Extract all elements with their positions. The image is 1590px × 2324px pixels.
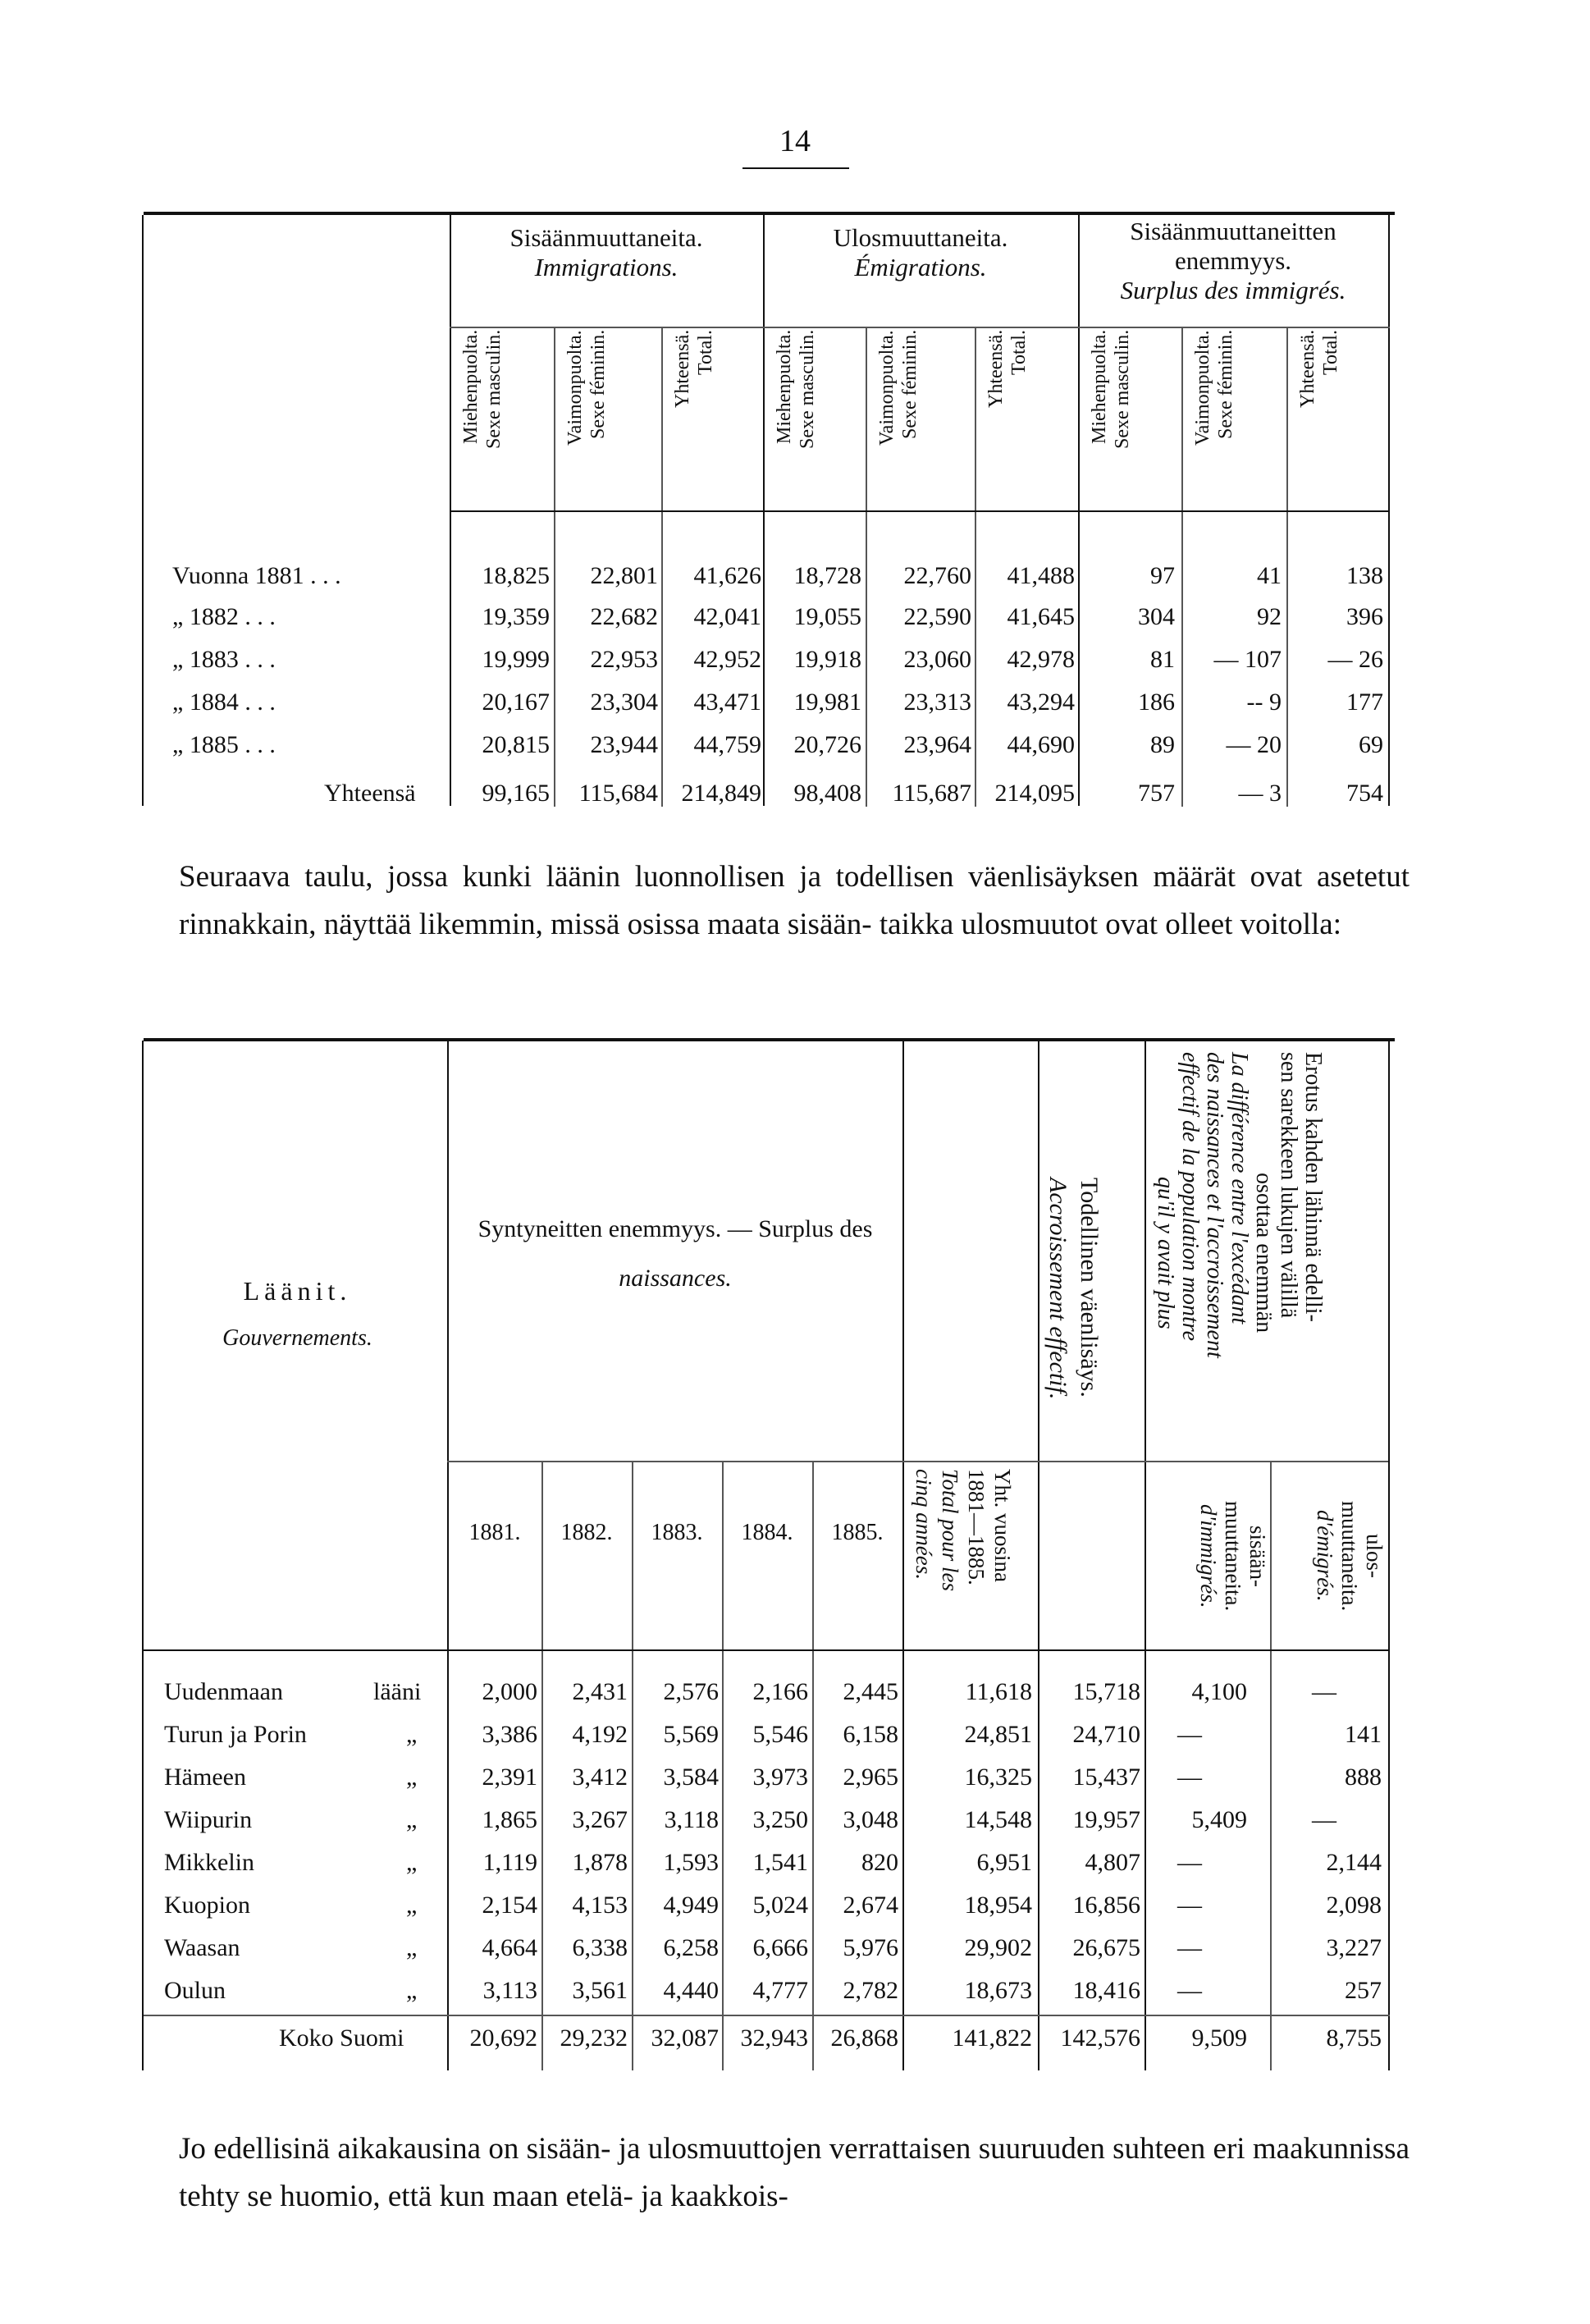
table-cell: 97: [1150, 562, 1175, 589]
province-name: Hämeen: [164, 1764, 246, 1791]
year-header: 1885.: [831, 1520, 884, 1545]
effective-increase-header: [1042, 1054, 1104, 1768]
table-cell: 11,618: [965, 1678, 1032, 1705]
table-cell: 2,782: [843, 1977, 898, 2004]
table-cell: 6,951: [976, 1849, 1032, 1876]
diff-col-line: des naissances et l'accroissement: [1202, 1052, 1227, 1358]
table-cell: 2,431: [572, 1678, 628, 1705]
total-cell: 32,087: [651, 2024, 719, 2052]
births-title-2: naissances.: [619, 1265, 732, 1292]
table-cell: 19,918: [793, 646, 861, 673]
year-header: 1882.: [560, 1520, 613, 1545]
row-label: Vuonna 1881 . . .: [172, 562, 341, 589]
group-subtitle: Émigrations.: [854, 253, 987, 281]
page-number: 14: [779, 124, 811, 158]
subheader-female: [875, 330, 965, 506]
table-cell: 44,690: [1007, 731, 1075, 758]
table-cell: 6,338: [572, 1934, 628, 1961]
table-cell: 3,267: [572, 1806, 628, 1833]
total-cell: 757: [1138, 780, 1175, 807]
group-header-immigrations: [450, 223, 763, 282]
table-cell: 42,952: [693, 646, 761, 673]
table-cell: 69: [1359, 731, 1383, 758]
provinces-label-fr: Gouvernements.: [222, 1325, 372, 1351]
subheader-fi: Vaimonpuolta.: [564, 330, 586, 446]
table-cell: 23,964: [903, 731, 971, 758]
province-suffix: „: [406, 1764, 418, 1791]
province-name: Mikkelin: [164, 1849, 254, 1876]
table-cell: 396: [1346, 603, 1383, 630]
province-name: Wiipurin: [164, 1806, 253, 1833]
table-cell: 3,113: [482, 1977, 537, 2004]
table-cell: 4,153: [572, 1892, 628, 1919]
table-cell: 42,978: [1007, 646, 1075, 673]
total-label: Yhteensä: [324, 780, 416, 807]
subheader-fr: Sexe masculin.: [797, 330, 818, 450]
table-cell: 22,682: [590, 603, 658, 630]
table-cell: 2,000: [482, 1678, 537, 1705]
province-suffix: „: [406, 1806, 418, 1833]
table-cell: 15,437: [1072, 1764, 1140, 1791]
subheader-fr: Sexe féminin.: [899, 330, 921, 440]
table-cell: 2,674: [843, 1892, 898, 1919]
table-cell: 23,304: [590, 689, 658, 716]
province-name: Oulun: [164, 1977, 226, 2004]
table-cell: 138: [1346, 562, 1383, 589]
total-cell: — 3: [1238, 780, 1282, 807]
total-label: Koko Suomi: [279, 2024, 404, 2052]
paragraph-closing: Jo edellisinä aikakausina on sisään- ja ulosmuuttojen verrattaisen suuruuden suhteen eri maakunnissa tehty se huomio, että kun maan etelä- ja kaakkois-: [179, 2132, 1410, 2213]
table-cell: 43,294: [1007, 689, 1075, 716]
subheader-fi: Yhteensä.: [672, 330, 693, 409]
table-cell: —: [1177, 1977, 1202, 2004]
table2-left-rule: [142, 1041, 144, 2070]
province-suffix: „: [406, 1977, 418, 2004]
table-cell: 89: [1150, 731, 1175, 758]
sum-column-header: [911, 1469, 1016, 1643]
table-cell: 4,807: [1085, 1849, 1140, 1876]
subheader-female: [1191, 330, 1277, 506]
table2-subheader-rule: [447, 1461, 1388, 1462]
row-label: „ 1883 . . .: [172, 646, 276, 673]
total-cell: 32,943: [740, 2024, 808, 2052]
province-suffix: „: [406, 1721, 418, 1748]
effect-col-line: Todellinen väenlisäys.: [1076, 1178, 1103, 1398]
subheader-total: [1296, 330, 1378, 506]
subheader-male: [1088, 330, 1172, 506]
table-cell: 4,440: [663, 1977, 719, 2004]
table-cell: 22,953: [590, 646, 658, 673]
subheader-total: [671, 330, 753, 506]
subheader-fr: Total.: [1320, 330, 1341, 375]
table-cell: 22,801: [590, 562, 658, 589]
table-cell: 2,576: [663, 1678, 719, 1705]
table-cell: 4,777: [752, 1977, 808, 2004]
table-cell: 3,973: [752, 1764, 808, 1791]
total-cell: 98,408: [793, 780, 861, 807]
table-cell: 3,412: [572, 1764, 628, 1791]
group-title: Sisäänmuuttaneita.: [509, 223, 703, 252]
table-cell: 18,825: [482, 562, 550, 589]
province-suffix: „: [406, 1934, 418, 1961]
row-label: „ 1884 . . .: [172, 689, 276, 716]
group-subtitle: Immigrations.: [534, 253, 678, 281]
table-cell: 42,041: [693, 603, 761, 630]
table-cell: 19,999: [482, 646, 550, 673]
table-cell: —: [1177, 1764, 1202, 1791]
diff-col-line: sen sarekkeen lukujen välillä: [1276, 1052, 1301, 1319]
year-header: 1883.: [651, 1520, 703, 1545]
table-cell: —: [1177, 1892, 1202, 1919]
subheader-fi: Yhteensä.: [985, 330, 1007, 409]
province-name: Waasan: [164, 1934, 240, 1961]
table-cell: 41: [1257, 562, 1282, 589]
page-number-rule: [742, 167, 849, 169]
subheader-fr: Total.: [1008, 330, 1030, 375]
diff-col-line: qu'il y avait plus: [1153, 1177, 1178, 1329]
subheader-fr: Sexe féminin.: [587, 330, 609, 440]
table1-subheader-rule: [450, 327, 1390, 328]
table-cell: 6,258: [663, 1934, 719, 1961]
table-cell: 20,815: [482, 731, 550, 758]
table-cell: 18,416: [1072, 1977, 1140, 2004]
effect-col-line: Accroissement effectif.: [1044, 1178, 1071, 1400]
table-cell: 2,144: [1326, 1849, 1382, 1876]
table-cell: 24,851: [964, 1721, 1032, 1748]
table-cell: 2,098: [1326, 1892, 1382, 1919]
diff-col-line: Erotus kahden lähinnä edelli-: [1300, 1052, 1326, 1322]
total-cell: 115,684: [578, 780, 658, 807]
table1-left-rule: [142, 215, 144, 806]
table-cell: 2,445: [843, 1678, 898, 1705]
table-cell: -- 9: [1246, 689, 1282, 716]
table2-header-rule: [144, 1649, 1390, 1651]
table-cell: 16,856: [1072, 1892, 1140, 1919]
table-cell: 5,409: [1191, 1806, 1247, 1833]
table-cell: — 107: [1213, 646, 1282, 673]
table-cell: —: [1177, 1721, 1202, 1748]
row-label: „ 1882 . . .: [172, 603, 276, 630]
paragraph-intro: Seuraava taulu, jossa kunki läänin luonnollisen ja todellisen väenlisäyksen määrät ovat asetetut rinnakkain, näyttää likemmin, missä osissa maata sisään- taikka ulosmuutot ovat olleet voitolla:: [179, 860, 1410, 941]
total-cell: 26,868: [830, 2024, 898, 2052]
province-suffix: lääni: [373, 1678, 422, 1705]
table-cell: 3,561: [572, 1977, 628, 2004]
total-cell: 115,687: [892, 780, 971, 807]
table-cell: 5,976: [843, 1934, 898, 1961]
subheader-female: [564, 330, 651, 506]
table-cell: 92: [1257, 603, 1282, 630]
subheader-male: [773, 330, 856, 506]
diff-col-line: effectif de la population montre: [1177, 1052, 1203, 1342]
table-cell: 5,569: [663, 1721, 719, 1748]
diff-sub-line: muuttaneita.: [1337, 1500, 1362, 1612]
table-cell: 24,710: [1072, 1721, 1140, 1748]
table-cell: 19,981: [793, 689, 861, 716]
table-cell: 19,055: [793, 603, 861, 630]
table-cell: 41,626: [693, 562, 761, 589]
province-name: Turun ja Porin: [164, 1721, 307, 1748]
sum-col-line: Total pour les: [938, 1469, 962, 1592]
table-cell: 2,166: [752, 1678, 808, 1705]
group-header-emigrations: [763, 223, 1078, 282]
table-cell: 18,673: [964, 1977, 1032, 2004]
table-cell: 186: [1138, 689, 1175, 716]
table-cell: 3,386: [482, 1721, 537, 1748]
diff-col-line: La différence entre l'excédant: [1227, 1052, 1252, 1324]
subheader-fr: Sexe féminin.: [1215, 330, 1236, 440]
table-cell: 3,048: [843, 1806, 898, 1833]
total-cell: 99,165: [482, 780, 550, 807]
table-cell: 43,471: [693, 689, 761, 716]
table1-top-rule: [144, 212, 1395, 215]
table-cell: 41,488: [1007, 562, 1075, 589]
subheader-fi: Vaimonpuolta.: [1192, 330, 1213, 446]
table-cell: 3,584: [663, 1764, 719, 1791]
table-cell: 2,391: [482, 1764, 537, 1791]
subheader-fr: Sexe masculin.: [1112, 330, 1133, 450]
provinces-label-fi: Läänit.: [243, 1276, 352, 1306]
table-cell: 4,192: [572, 1721, 628, 1748]
total-rule: [144, 2015, 1390, 2016]
group-header-surplus: [1078, 217, 1388, 305]
group-title: Ulosmuuttaneita.: [833, 223, 1008, 252]
table-cell: 1,541: [752, 1849, 808, 1876]
diff-sub-line: d'immigrés.: [1196, 1503, 1221, 1608]
table-cell: 304: [1138, 603, 1175, 630]
table1-header-rule: [450, 510, 1390, 512]
year-header: 1884.: [741, 1520, 793, 1545]
table-cell: 177: [1346, 689, 1383, 716]
table-cell: 1,119: [482, 1849, 537, 1876]
table-cell: 18,954: [964, 1892, 1032, 1919]
subheader-fr: Total.: [695, 330, 716, 375]
diff-sub-line: d'émigrés.: [1313, 1510, 1337, 1602]
table-cell: 1,593: [663, 1849, 719, 1876]
total-cell: 29,232: [560, 2024, 628, 2052]
table-cell: 20,167: [482, 689, 550, 716]
table-cell: 18,728: [793, 562, 861, 589]
total-cell: 141,822: [952, 2024, 1032, 2052]
table2-col-rule: [902, 1041, 904, 2070]
table-cell: 81: [1150, 646, 1175, 673]
sum-col-line: Yht. vuosina: [990, 1469, 1015, 1582]
table-cell: 2,154: [482, 1892, 537, 1919]
table-cell: —: [1312, 1678, 1336, 1705]
total-cell: 754: [1346, 780, 1383, 807]
emigrants-subheader: [1272, 1469, 1387, 1643]
sum-col-line: cinq années.: [912, 1469, 936, 1580]
table-cell: 44,759: [693, 731, 761, 758]
total-cell: 8,755: [1326, 2024, 1382, 2052]
sum-col-line: 1881—1885.: [964, 1469, 989, 1585]
year-header: 1881.: [468, 1520, 521, 1545]
table-cell: 15,718: [1072, 1678, 1140, 1705]
total-cell: 214,095: [994, 780, 1075, 807]
table-cell: 888: [1345, 1764, 1382, 1791]
row-label: „ 1885 . . .: [172, 731, 276, 758]
table-cell: 16,325: [964, 1764, 1032, 1791]
subheader-male: [459, 330, 544, 506]
table-cell: 3,250: [752, 1806, 808, 1833]
table-cell: 20,726: [793, 731, 861, 758]
table-cell: 23,313: [903, 689, 971, 716]
subheader-fi: Miehenpuolta.: [1089, 330, 1110, 445]
subheader-fi: Miehenpuolta.: [460, 330, 482, 445]
table-cell: — 26: [1327, 646, 1383, 673]
diff-col-line: osottaa enemmän: [1251, 1173, 1277, 1334]
table-cell: 14,548: [964, 1806, 1032, 1833]
total-cell: 142,576: [1060, 2024, 1140, 2052]
table-cell: 41,645: [1007, 603, 1075, 630]
diff-sub-line: sisään-: [1245, 1525, 1270, 1587]
table-cell: 29,902: [964, 1934, 1032, 1961]
immigrants-subheader: [1145, 1469, 1270, 1643]
table-cell: 4,100: [1191, 1678, 1247, 1705]
total-cell: 214,849: [681, 780, 761, 807]
table-cell: 2,965: [843, 1764, 898, 1791]
births-title: Syntyneitten enemmyys. — Surplus des: [477, 1215, 873, 1242]
table-cell: —: [1312, 1806, 1336, 1833]
table-cell: 26,675: [1072, 1934, 1140, 1961]
table-cell: 19,957: [1072, 1806, 1140, 1833]
table-cell: 22,590: [903, 603, 971, 630]
table-cell: 3,227: [1326, 1934, 1382, 1961]
province-name: Uudenmaan: [164, 1678, 283, 1705]
table-cell: 6,666: [752, 1934, 808, 1961]
table-cell: 22,760: [903, 562, 971, 589]
table2-right-rule: [1388, 1041, 1390, 2070]
diff-sub-line: muuttaneita.: [1221, 1500, 1245, 1612]
table-cell: 4,949: [663, 1892, 719, 1919]
table-cell: 141: [1345, 1721, 1382, 1748]
table-cell: 23,060: [903, 646, 971, 673]
table-cell: 820: [861, 1849, 898, 1876]
subheader-fi: Miehenpuolta.: [774, 330, 795, 445]
table-cell: —: [1177, 1934, 1202, 1961]
table-cell: — 20: [1226, 731, 1282, 758]
subheader-fi: Yhteensä.: [1297, 330, 1318, 409]
table-cell: 3,118: [664, 1806, 719, 1833]
total-cell: 9,509: [1191, 2024, 1247, 2052]
table-cell: 5,546: [752, 1721, 808, 1748]
table-cell: 1,865: [482, 1806, 537, 1833]
table-cell: 4,664: [482, 1934, 537, 1961]
table-cell: 6,158: [843, 1721, 898, 1748]
subheader-fr: Sexe masculin.: [483, 330, 505, 450]
table-cell: 1,878: [572, 1849, 628, 1876]
difference-header: [1153, 1052, 1325, 1454]
table2-top-rule: [144, 1038, 1395, 1041]
table-cell: 257: [1345, 1977, 1382, 2004]
table-cell: 23,944: [590, 731, 658, 758]
table-cell: 5,024: [752, 1892, 808, 1919]
province-name: Kuopion: [164, 1892, 250, 1919]
subheader-total: [985, 330, 1068, 506]
births-surplus-header: [450, 1205, 901, 1303]
group-title: Sisäänmuuttaneitten enemmyys.: [1130, 217, 1336, 275]
total-cell: 20,692: [469, 2024, 537, 2052]
group-subtitle: Surplus des immigrés.: [1120, 276, 1346, 304]
diff-sub-line: ulos-: [1362, 1534, 1387, 1578]
table-cell: —: [1177, 1849, 1202, 1876]
subheader-fi: Vaimonpuolta.: [876, 330, 898, 446]
table-cell: 19,359: [482, 603, 550, 630]
province-suffix: „: [406, 1849, 418, 1876]
province-suffix: „: [406, 1892, 418, 1919]
